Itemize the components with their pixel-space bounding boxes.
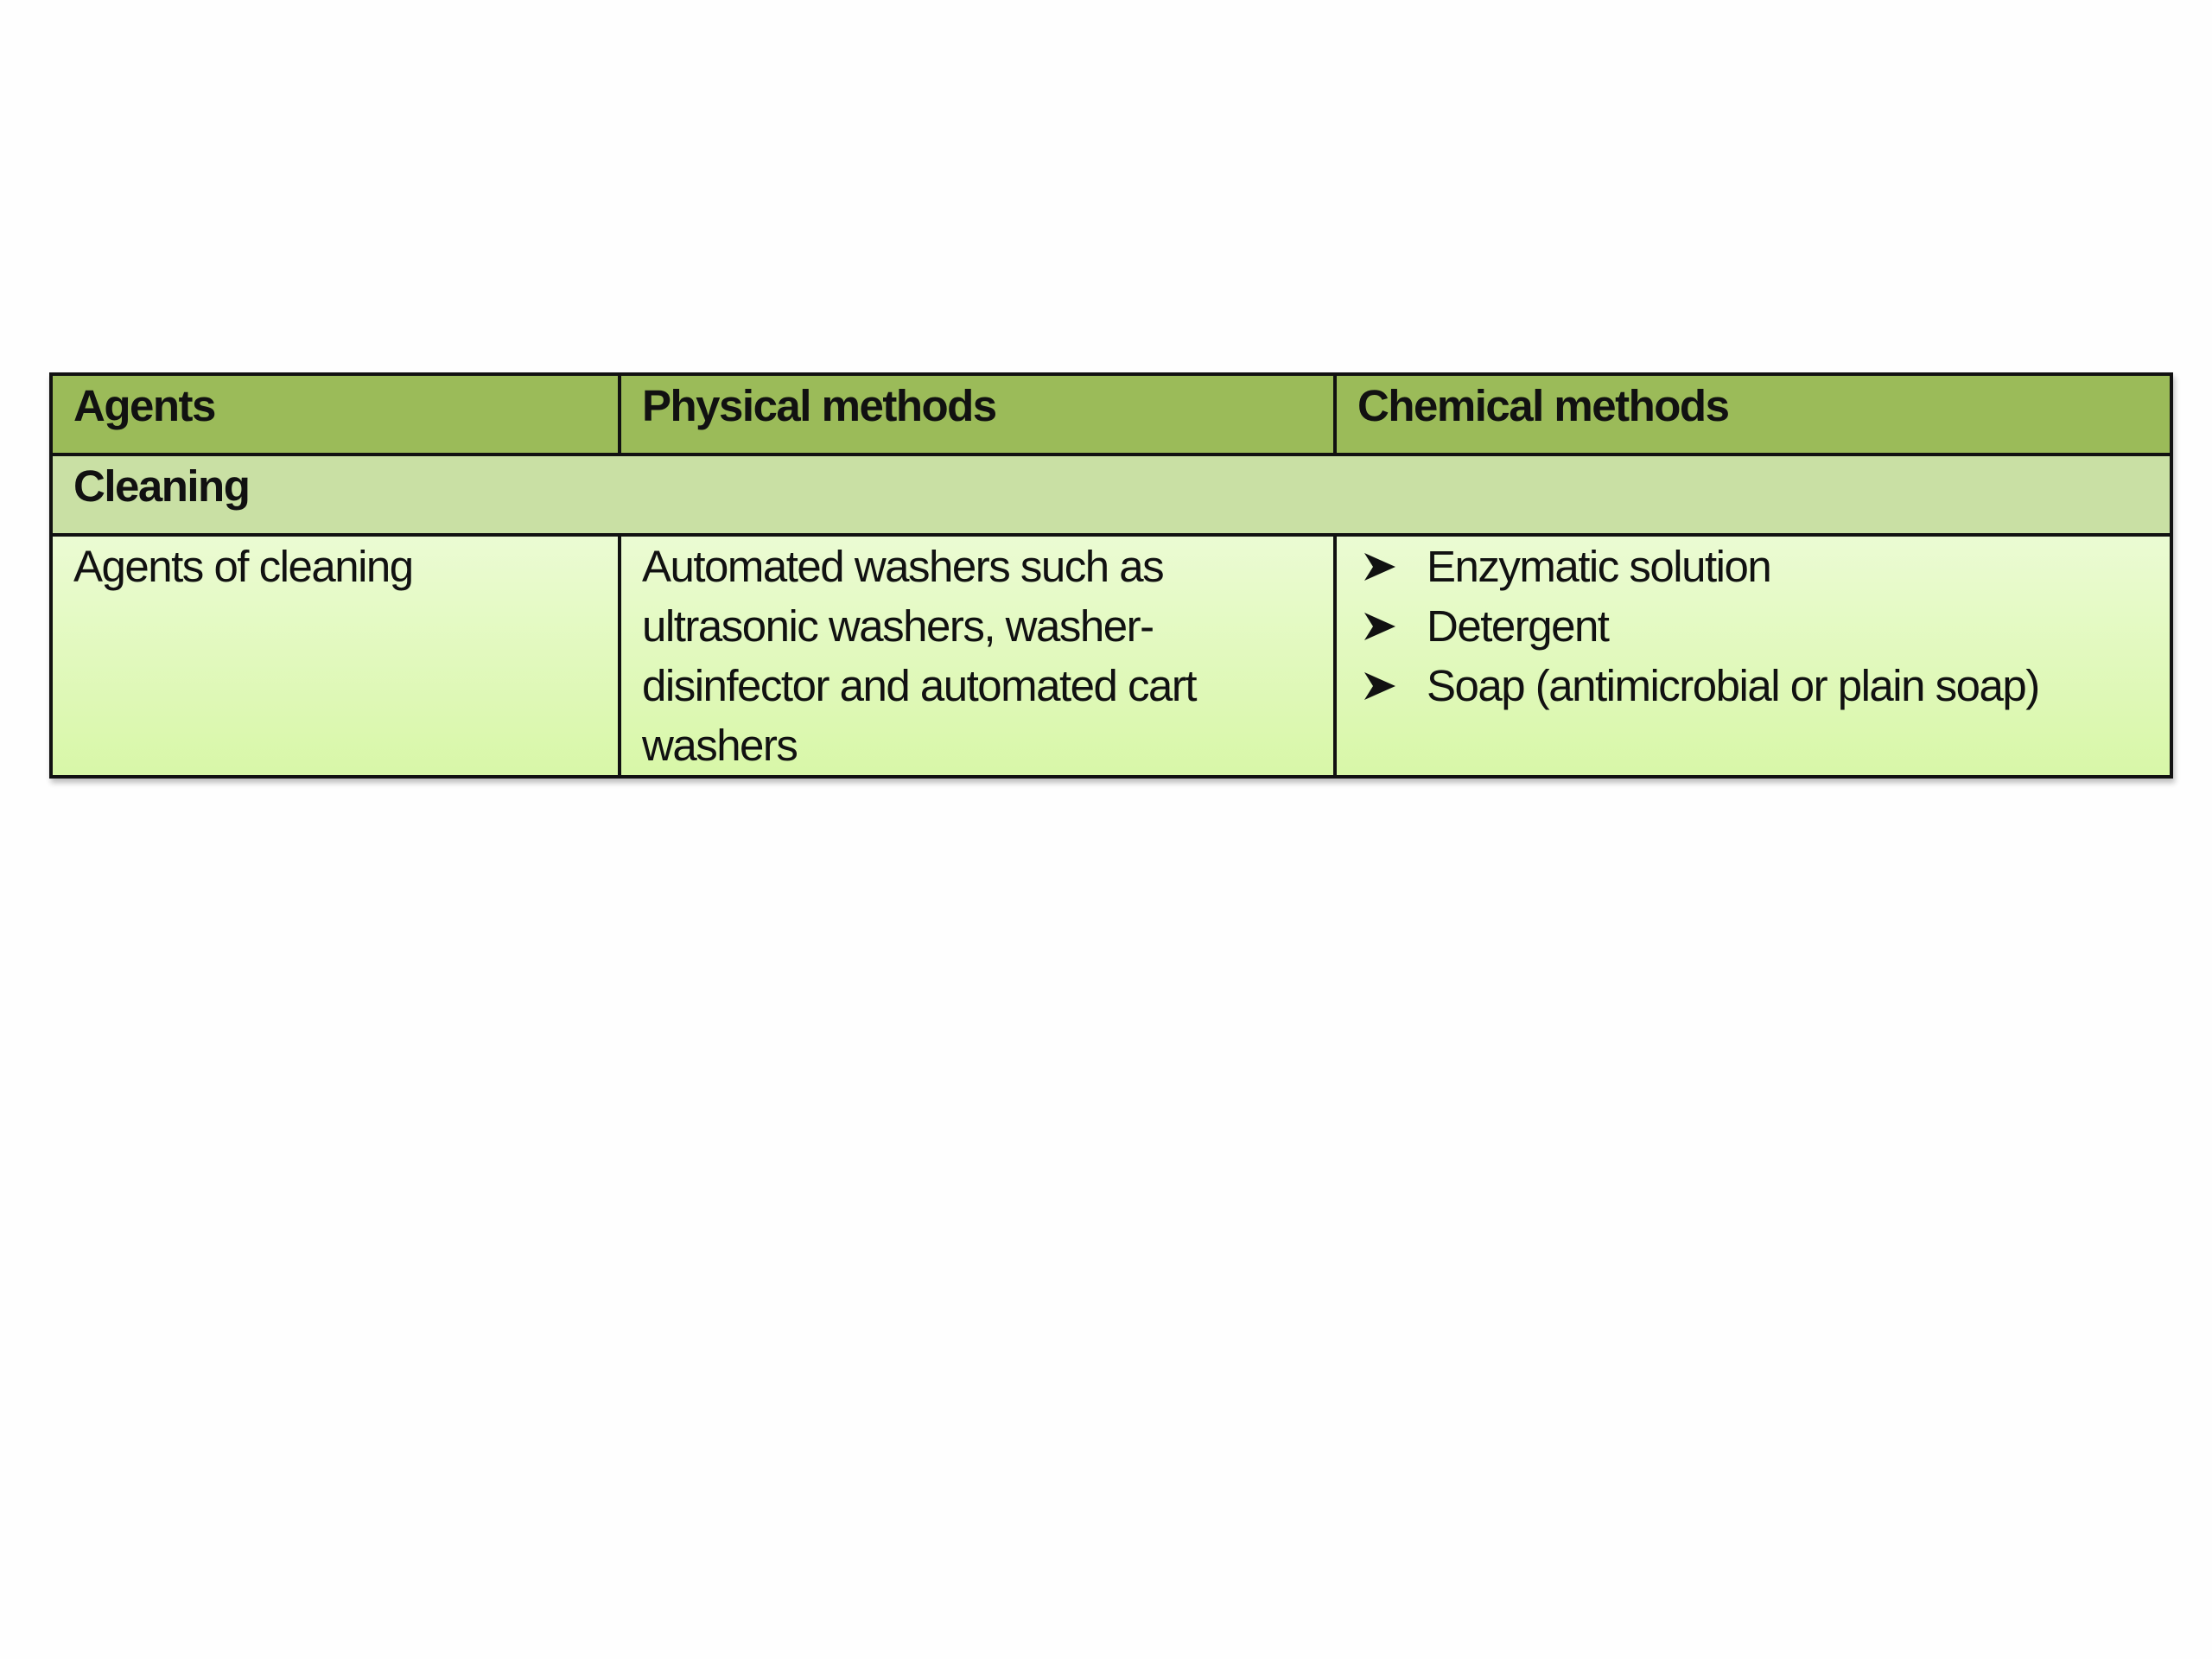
arrowhead-bullet-icon (1363, 537, 1397, 596)
arrowhead-bullet-icon (1363, 656, 1397, 715)
header-agents: Agents (51, 374, 620, 454)
chemical-item-label: Detergent (1427, 601, 1609, 651)
chemical-item-label: Enzymatic solution (1427, 542, 1771, 591)
header-chemical-methods: Chemical methods (1335, 374, 2171, 454)
cell-physical-method: Automated washers such as ultrasonic washers, washer-disinfector and automated cart washers (620, 535, 1335, 777)
table-row (51, 535, 2171, 777)
table-header-row (51, 374, 2171, 454)
cleaning-methods-table (49, 372, 2173, 779)
arrowhead-bullet-icon (1363, 596, 1397, 656)
chemical-methods-list (1357, 537, 2149, 715)
section-row (51, 454, 2171, 535)
cell-agent: Agents of cleaning (51, 535, 620, 777)
list-item (1357, 596, 2149, 656)
cell-chemical-methods (1335, 535, 2171, 777)
list-item (1357, 537, 2149, 596)
chemical-item-label: Soap (antimicrobial or plain soap) (1427, 661, 2039, 710)
section-label-cleaning: Cleaning (51, 454, 2171, 535)
header-physical-methods: Physical methods (620, 374, 1335, 454)
list-item (1357, 656, 2149, 715)
